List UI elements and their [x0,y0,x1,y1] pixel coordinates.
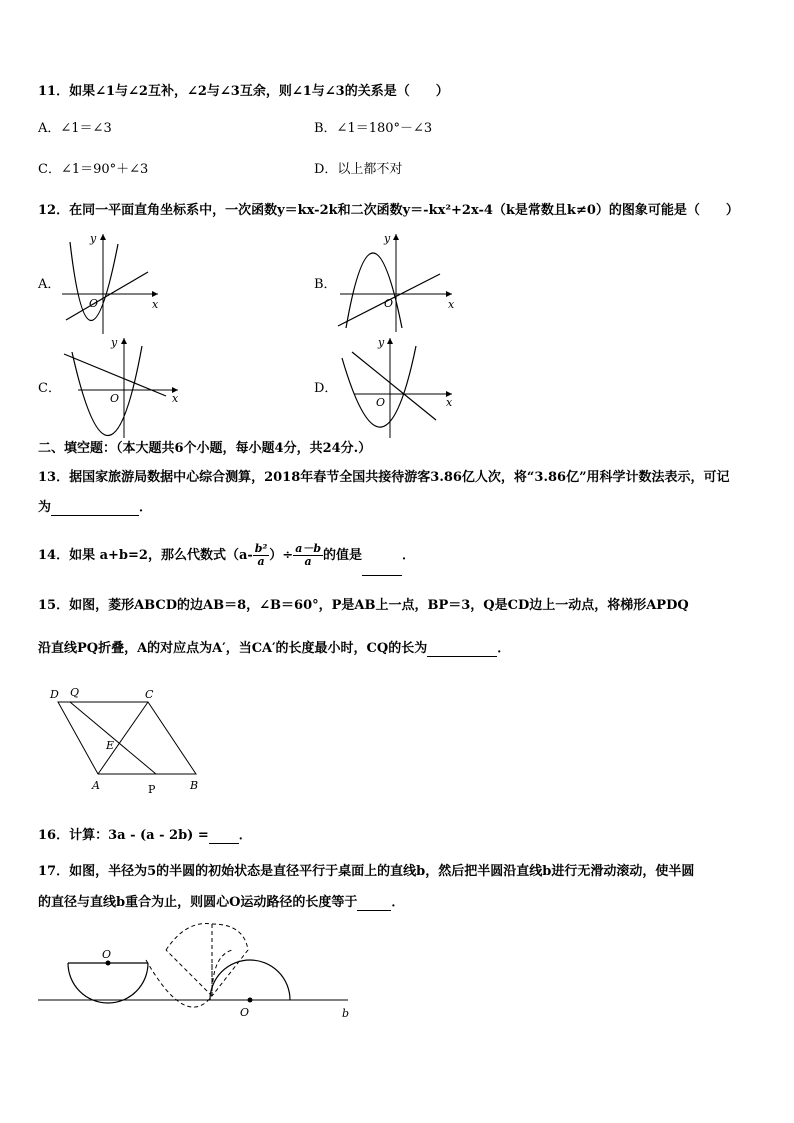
q15-rhombus-figure [48,686,210,796]
q15-prefix: 沿直线PQ折叠，A的对应点为A′，当CA′的长度最小时，CQ的长为 [38,641,428,656]
q12b-y-label: y [384,232,391,245]
q15-line1: 15．如图，菱形ABCD的边AB＝8，∠B＝60°，P是AB上一点，BP＝3，Q是CD边上一动点，将梯形APDQ [38,598,689,613]
q11-option-b: B．∠1＝180°－∠3 [314,121,433,136]
q12a-x-label: x [152,298,159,311]
q13-answer-blank[interactable] [51,503,139,516]
q16-prefix: 16．计算：3a - (a - 2b) = [38,828,209,843]
q15-suffix: ． [497,641,511,656]
q14-frac1-den: a [257,555,265,568]
q11-option-c: C．∠1＝90°＋∠3 [38,162,149,177]
q14-suffix: 的值是 [323,548,363,563]
q11-option-a: A．∠1＝∠3 [38,121,112,136]
q14-frac2-den: a [304,555,312,568]
q15-label-p: P [148,783,156,796]
q16-line [38,828,252,844]
q14-frac1-num: b² [254,542,268,555]
q12b-origin-label: O [384,297,394,310]
q12d-y-label: y [378,336,385,349]
q17-line2 [38,895,404,911]
q15-label-q: Q [70,686,80,699]
q13-suffix: ． [139,500,153,515]
q12c-origin-label: O [110,392,120,405]
q12b-x-label: x [448,298,455,311]
q12c-y-label: y [111,336,118,349]
q14-end: ． [402,548,416,563]
q15-line2 [38,641,510,657]
q12-option-b-label: B． [314,277,337,292]
q13-line1: 13．据国家旅游局数据中心综合测算，2018年春节全国共接待游客3.86亿人次，将“3.86亿”用科学计数法表示，可记 [38,470,730,485]
q13-prefix: 为 [38,500,52,515]
q12-graph-a [60,228,170,336]
section-title-fill-in: 二、填空题：（本大题共6个小题，每小题4分，共24分.） [38,441,372,456]
q12-graph-c [60,332,186,442]
q17-label-o-final: O [240,1006,250,1019]
q15-label-a: A [92,779,100,792]
q17-line1: 17．如图，半径为5的半圆的初始状态是直径平行于桌面上的直线b，然后把半圆沿直线b进行无滑动滚动，使半圆 [38,864,695,879]
q17-label-b: b [342,1007,350,1020]
q12d-origin-label: O [376,396,386,409]
q17-prefix: 的直径与直线b重合为止，则圆心O运动路径的长度等于 [38,895,358,910]
q12d-x-label: x [446,396,453,409]
q17-answer-blank[interactable] [357,898,391,911]
q15-label-b: B [190,779,199,792]
q15-label-c: C [145,688,154,701]
q12-option-a-label: A． [38,277,61,292]
q16-answer-blank[interactable] [209,831,239,844]
q14-prefix: 14．如果 a+b=2，那么代数式（a- [38,548,253,563]
q11-stem: 11．如果∠1与∠2互补，∠2与∠3互余，则∠1与∠3的关系是（ ） [38,84,449,99]
q12-graph-d [334,332,460,442]
q14-answer-blank[interactable] [362,563,402,576]
q12-stem: 12．在同一平面直角坐标系中，一次函数y＝kx-2k和二次函数y＝-kx²+2x-4（k是常数且k≠0）的图象可能是（ ） [38,203,739,218]
q14-line [38,536,415,576]
q15-label-e: E [106,739,115,752]
q17-rolling-semicircle-figure [36,920,356,1024]
q12a-origin-label: O [89,297,99,310]
q12-option-c-label: C． [38,381,61,396]
q14-fraction-1 [253,543,270,568]
q16-suffix: ． [238,828,252,843]
q14-fraction-2 [293,543,323,568]
q12c-x-label: x [172,392,179,405]
q12-option-d-label: D． [314,381,338,396]
q15-answer-blank[interactable] [427,644,497,657]
q15-label-d: D [50,688,59,701]
q12-graph-b [334,228,460,336]
q17-label-o-initial: O [102,948,112,961]
q11-option-d: D．以上都不对 [314,162,403,177]
q13-line2 [38,500,152,516]
q17-suffix: ． [391,895,405,910]
q14-mid: ）÷ [269,548,294,563]
q14-frac2-num: a－b [295,542,322,555]
q12a-y-label: y [90,232,97,245]
